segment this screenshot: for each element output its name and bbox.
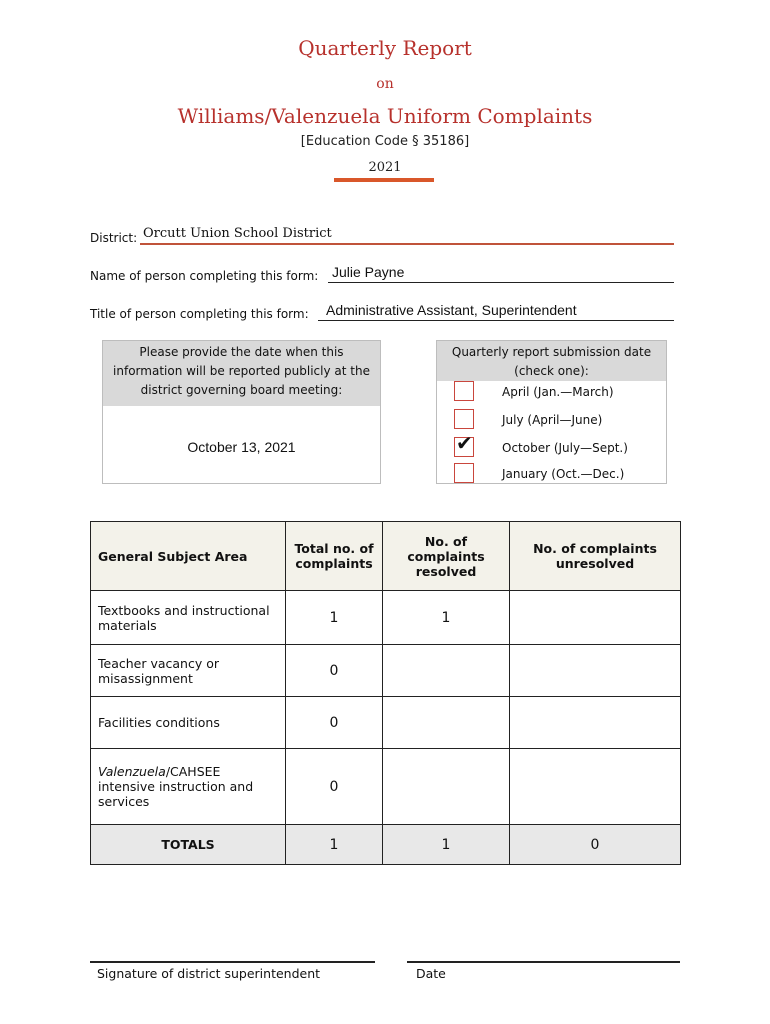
- person-title-field[interactable]: Administrative Assistant, Superintendent: [326, 302, 577, 318]
- row-resolved[interactable]: [383, 749, 510, 825]
- quarter-heading: Quarterly report submission date (check one):: [437, 341, 666, 381]
- header-total: Total no. of complaints: [286, 522, 383, 591]
- signature-date-label: Date: [416, 966, 446, 981]
- person-name-label: Name of person completing this form:: [90, 269, 319, 283]
- education-code: [Education Code § 35186]: [300, 134, 470, 149]
- public-date-instruction: Please provide the date when this information will be reported publicly at the district governing board meeting:: [103, 341, 380, 406]
- report-title-on: on: [376, 76, 394, 92]
- totals-total[interactable]: 1: [286, 825, 383, 865]
- district-label: District:: [90, 231, 138, 245]
- checkmark-icon: ✔: [456, 431, 473, 455]
- table-row: [91, 697, 681, 749]
- row-unresolved[interactable]: [510, 697, 681, 749]
- row-unresolved[interactable]: [510, 591, 681, 645]
- row-subject-area-rest: /CAHSEE intensive instruction and services: [98, 764, 254, 809]
- table-row: [91, 591, 681, 645]
- person-title-line: [318, 320, 674, 321]
- row-resolved[interactable]: 1: [383, 591, 510, 645]
- row-subject-area: Teacher vacancy or misassignment: [91, 645, 286, 697]
- table-row: [91, 749, 681, 825]
- district-field-line: [140, 243, 674, 245]
- row-resolved[interactable]: [383, 697, 510, 749]
- totals-unresolved[interactable]: 0: [510, 825, 681, 865]
- year-underline: [334, 178, 434, 182]
- person-name-field[interactable]: Julie Payne: [332, 264, 405, 280]
- row-total[interactable]: 0: [286, 749, 383, 825]
- table-header-row: [91, 522, 681, 591]
- row-subject-area: Facilities conditions: [91, 697, 286, 749]
- row-total[interactable]: 1: [286, 591, 383, 645]
- quarter-option-label: July (April—June): [502, 413, 603, 427]
- report-subtitle: Williams/Valenzuela Uniform Complaints: [177, 104, 593, 128]
- complaints-table: [90, 521, 681, 865]
- superintendent-signature-label: Signature of district superintendent: [97, 966, 321, 981]
- row-unresolved[interactable]: [510, 749, 681, 825]
- totals-label: TOTALS: [91, 825, 286, 865]
- table-row: [91, 645, 681, 697]
- person-name-line: [328, 282, 674, 283]
- row-unresolved[interactable]: [510, 645, 681, 697]
- report-year: 2021: [368, 160, 402, 175]
- quarter-option-label: October (July—Sept.): [502, 441, 628, 455]
- header-subject-area: General Subject Area: [91, 522, 286, 591]
- report-title: Quarterly Report: [298, 36, 472, 60]
- row-total[interactable]: 0: [286, 697, 383, 749]
- quarter-checkbox[interactable]: [454, 381, 474, 401]
- quarter-checkbox[interactable]: [454, 409, 474, 429]
- row-resolved[interactable]: [383, 645, 510, 697]
- superintendent-signature-line[interactable]: [90, 961, 375, 963]
- public-date-field[interactable]: October 13, 2021: [187, 439, 296, 455]
- row-subject-area: Textbooks and instructional materials: [91, 591, 286, 645]
- quarter-option-label: April (Jan.—March): [502, 385, 614, 399]
- quarter-checkbox[interactable]: [454, 463, 474, 483]
- header-resolved: No. of complaints resolved: [383, 522, 510, 591]
- totals-resolved[interactable]: 1: [383, 825, 510, 865]
- quarter-checkbox[interactable]: [454, 431, 474, 457]
- signature-date-line[interactable]: [407, 961, 680, 963]
- row-subject-area: [91, 749, 286, 825]
- totals-row: [91, 825, 681, 865]
- row-subject-area-italic: Valenzuela: [98, 764, 166, 779]
- public-date-box: [102, 340, 381, 484]
- quarter-option-label: January (Oct.—Dec.): [502, 467, 625, 481]
- person-title-label: Title of person completing this form:: [90, 307, 309, 321]
- row-total[interactable]: 0: [286, 645, 383, 697]
- header-unresolved: No. of complaints unresolved: [510, 522, 681, 591]
- district-field[interactable]: Orcutt Union School District: [143, 226, 332, 241]
